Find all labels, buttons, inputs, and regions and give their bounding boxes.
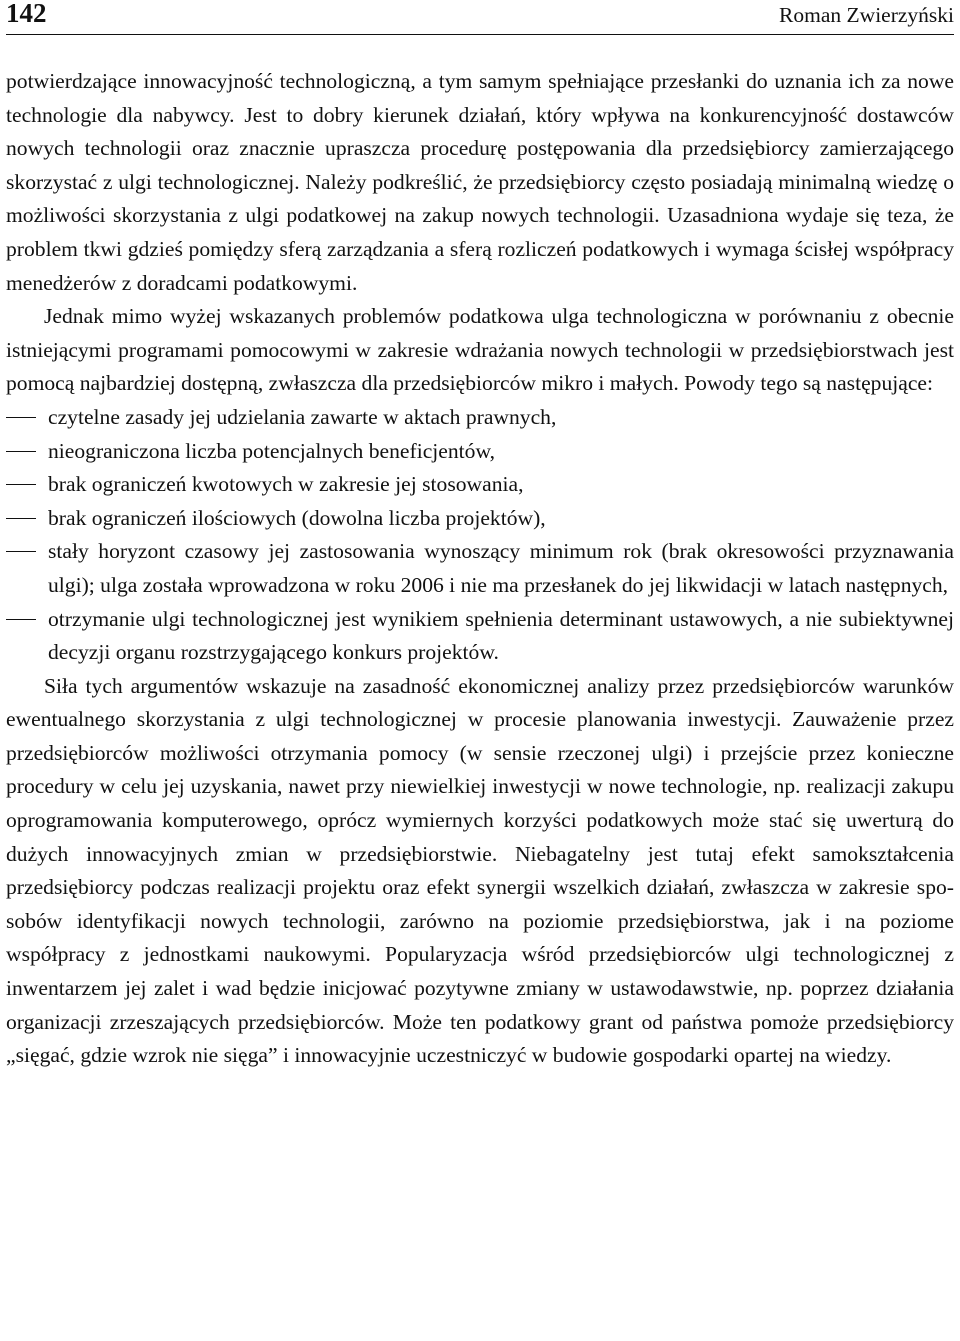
- list-item: [6, 603, 954, 670]
- paragraph: Jednak mimo wyżej wskazanych problemów podatkowa ulga technologiczna w porównaniu z obecnie istniejącymi programami pomocowymi w zakresie wdrażania nowych technologii w przedsiębiorstwach jest pomocą najbardziej dostępną, zwłaszcza dla przedsiębiorców mikro i małych. Powody tego są następujące:: [6, 304, 954, 396]
- list-item: [6, 435, 954, 469]
- dash-bullet-icon: [6, 551, 36, 552]
- dash-bullet-icon: [6, 451, 36, 452]
- list-item-text: nieograniczona liczba potencjalnych beneficjentów,: [48, 438, 496, 463]
- paragraph-continued: potwierdzające innowacyjność technologiczną, a tym samym spełniające przesłanki do uznania ich za nowe technologie dla nabywcy. Jest to dobry kierunek działań, który wpływa na konkurencyjność dostawców nowych technologii oraz znacznie upraszcza procedurę postępowania dla przedsiębiorcy zamierzającego skorzystać z ulgi technologicznej. Należy podkreślić, że przedsiębiorcy często posiadają minimalną wiedzę o możliwości skorzystania z ulgi podatkowej na zakup nowych technologii. Uzasadniona wydaje się teza, że problem tkwi gdzieś pomiędzy sferą zarządzania a sferą rozliczeń podatkowych i wymaga ścisłej współpracy menedżerów z doradcami podatkowymi.: [6, 69, 954, 295]
- list-item-text: czytelne zasady jej udzielania zawarte w aktach prawnych,: [48, 404, 557, 429]
- dash-bullet-icon: [6, 484, 36, 485]
- list-item: [6, 502, 954, 536]
- list-item: [6, 535, 954, 602]
- list-item-text: brak ograniczeń kwotowych w zakresie jej stosowania,: [48, 472, 524, 497]
- document-page: [6, 0, 954, 1341]
- list-item-text: stały horyzont czasowy jej zastosowania wynoszący minimum rok (brak okresowości przyznawania ulgi); ulga została wprowadzona w roku 2006 i nie ma przesłanek do jej likwidacji w latach następnych,: [48, 539, 954, 597]
- page-number: 142: [6, 0, 47, 28]
- page-header: [6, 0, 954, 35]
- paragraph: Siła tych argumentów wskazuje na zasadność ekonomicznej analizy przez przedsiębiorców warunków ewentualnego skorzystania z ulgi technologicznej w procesie planowania inwestycji. Zauważenie przez przedsiębiorców możliwości otrzymania pomocy (w sensie rzeczonej ulgi) i przejście przez konieczne procedury w celu jej uzyskania, nawet przy niewielkiej inwestycji w nowe technologie, np. realizacji zakupu oprogramowania komputerowego, oprócz wymiernych korzyści podatkowych może stać się uwerturą do dużych innowacyjnych zmian w przedsiębiorstwie. Niebagatelny jest tutaj efekt samokształcenia przedsiębiorcy podczas realizacji projektu oraz efekt synergii wszelkich działań, zwłaszcza w zakresie sposobów identyfikacji nowych technologii, zarówno na poziomie przedsiębiorstwa, jak i na poziome współpracy z jednostkami naukowymi. Popularyzacja wśród przedsiębiorców ulgi technologicznej z inwentarzem jej zalet i wad będzie inicjować pozytywne zmiany w ustawodawstwie, np. poprzez działania organizacji zrzeszających przedsiębiorców. Może ten podatkowy grant od państwa pomoże przedsiębiorcy „sięgać, gdzie wzrok nie sięga” i innowacyjnie uczestniczyć w budowie gospodarki opartej na wiedzy.: [6, 673, 954, 1068]
- list-item-text: brak ograniczeń ilościowych (dowolna liczba projektów),: [48, 505, 546, 530]
- dash-bullet-icon: [6, 619, 36, 620]
- list-item-text: otrzymanie ulgi technologicznej jest wynikiem spełnienia determinant ustawowych, a nie subiektywnej decyzji organu rozstrzygającego konkurs projektów.: [48, 606, 954, 665]
- list-item: [6, 468, 954, 502]
- dash-bullet-icon: [6, 518, 36, 519]
- list-item: [6, 401, 954, 435]
- running-head-author: Roman Zwierzyński: [779, 3, 954, 27]
- dash-bullet-icon: [6, 417, 36, 418]
- reasons-list: [6, 401, 954, 670]
- page-body: [6, 65, 954, 1073]
